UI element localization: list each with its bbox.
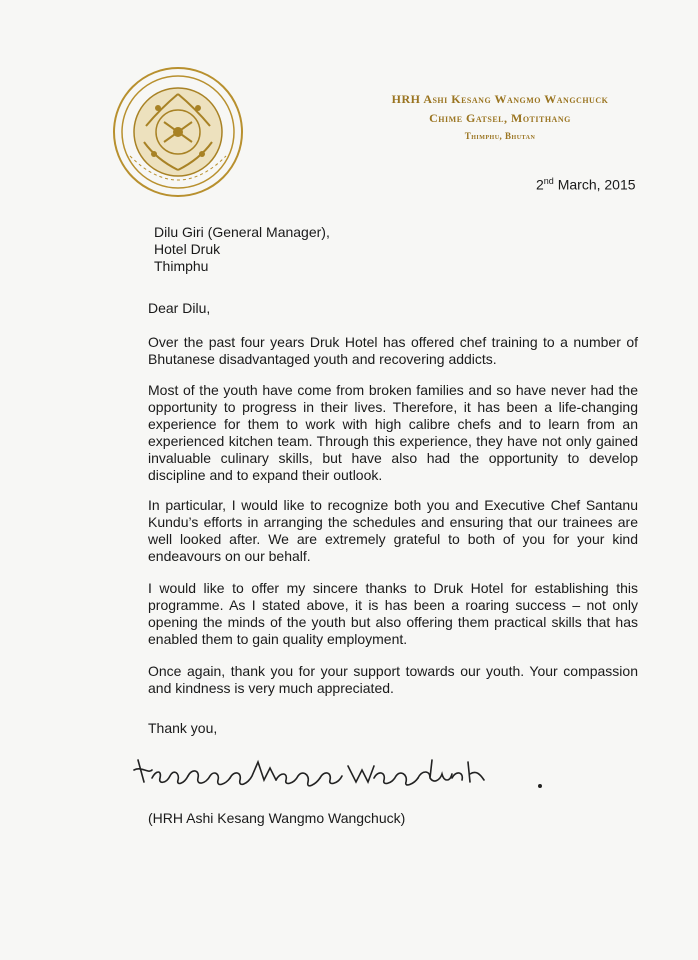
body-paragraph: Once again, thank you for your support towards our youth. Your compassion and kindness is very much appreciated.: [148, 663, 638, 696]
body-paragraph: Over the past four years Druk Hotel has offered chef training to a number of Bhutanese disadvantaged youth and recovering addicts.: [148, 334, 638, 367]
recipient-line: Thimphu: [154, 258, 209, 274]
recipient-address: [154, 224, 330, 275]
date-rest: March, 2015: [553, 176, 636, 193]
handwritten-signature: [130, 740, 550, 800]
letterhead-address: Chime Gatsel, Motithang: [429, 111, 571, 125]
letterhead-name: HRH Ashi Kesang Wangmo Wangchuck: [391, 92, 609, 106]
signer-name: (HRH Ashi Kesang Wangmo Wangchuck): [148, 810, 406, 826]
body-paragraph: In particular, I would like to recognize both you and Executive Chef Santanu Kundu’s efforts in arranging the schedules and ensuring that our trainees are well looked after. We are extremely grateful to both of you for your kind endeavours on our behalf.: [148, 497, 638, 564]
recipient-line: Hotel Druk: [154, 241, 221, 257]
recipient-line: Dilu Giri (General Manager),: [154, 224, 330, 240]
letterhead-city: Thimphu, Bhutan: [464, 131, 536, 141]
body-paragraph: I would like to offer my sincere thanks to Druk Hotel for establishing this programme. As I stated above, it is has been a roaring success – not only opening the minds of the youth but also offering them practical skills that has enabled them to gain quality employment.: [148, 580, 638, 647]
letter-date: [536, 176, 636, 193]
salutation: Dear Dilu,: [148, 300, 211, 316]
date-day: 2: [536, 176, 544, 193]
letterhead: [350, 92, 650, 141]
closing: Thank you,: [148, 720, 218, 736]
body-paragraph: Most of the youth have come from broken families and so have never had the opportunity to progress in their lives. Therefore, it has been a life-changing experience for them to work with high calibre chefs and to learn from an experienced kitchen team. Through this experience, they have not only gained invaluable culinary skills, but have also had the opportunity to develop discipline and to expand their outlook.: [148, 382, 638, 483]
royal-seal-icon: [110, 64, 246, 200]
date-suffix: nd: [543, 176, 554, 186]
